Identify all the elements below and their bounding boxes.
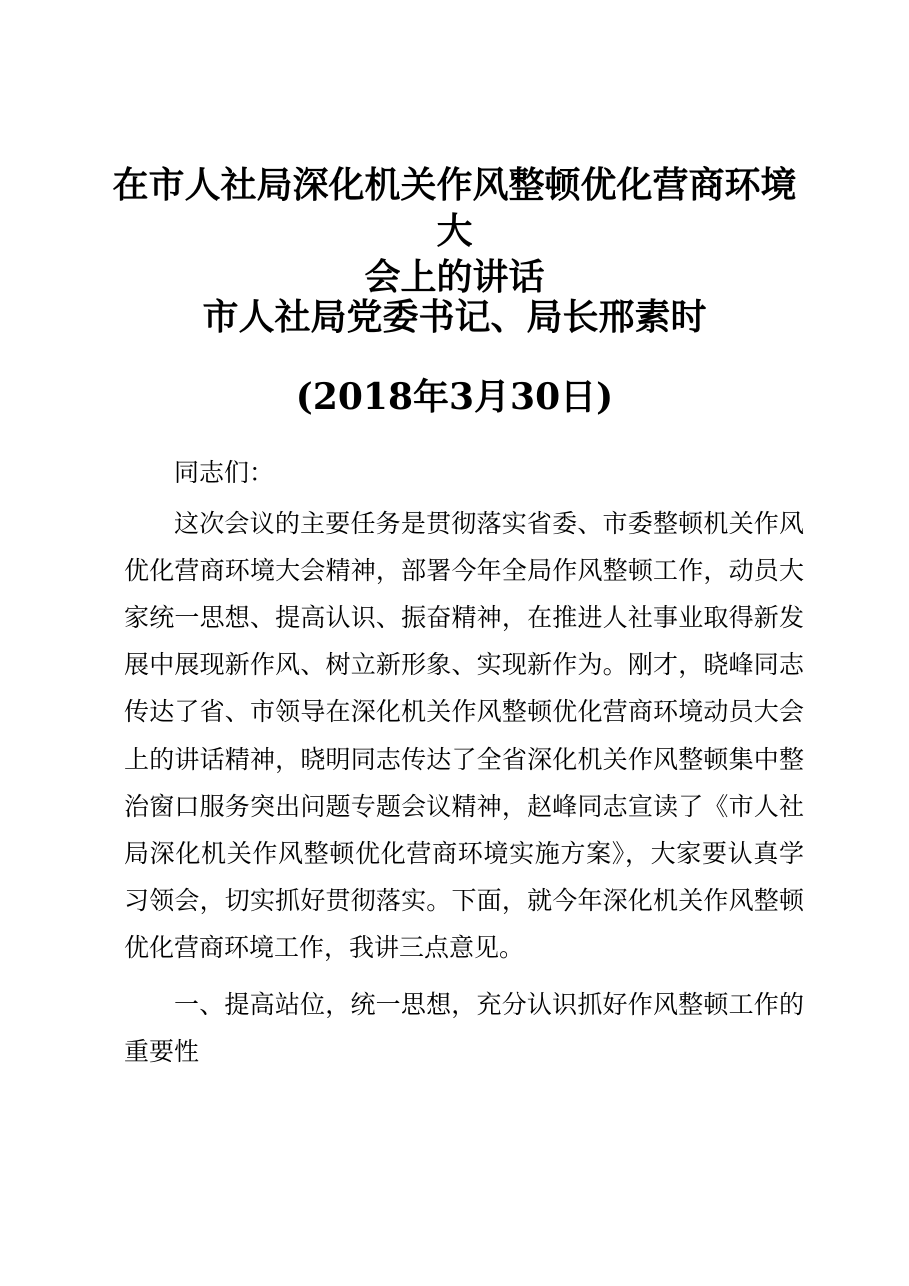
paragraph-line: 上的讲话精神，晓明同志传达了全省深化机关作风整顿集中整 xyxy=(124,745,804,774)
document-title xyxy=(100,162,809,300)
speech-date: (2018年3月30日) xyxy=(295,376,614,418)
paragraph-line: 传达了省、市领导在深化机关作风整顿优化营商环境动员大会 xyxy=(124,697,804,726)
title-line-2: 会上的讲话 xyxy=(364,256,545,298)
section-heading-line: 一、提高站位，统一思想，充分认识抓好作风整顿工作的 xyxy=(174,990,804,1019)
paragraph-line: 优化营商环境工作，我讲三点意见。 xyxy=(124,933,525,962)
salutation: 同志们： xyxy=(174,458,275,487)
paragraph-line: 展中展现新作风、树立新形象、实现新作为。刚才，晓峰同志 xyxy=(124,650,804,679)
title-line-1: 在市人社局深化机关作风整顿优化营商环境大 xyxy=(112,164,797,252)
speaker-line: 市人社局党委书记、局长邢素时 xyxy=(202,296,707,338)
paragraph-line: 家统一思想、提高认识、振奋精神，在推进人社事业取得新发 xyxy=(124,603,804,632)
paragraph-line: 治窗口服务突出问题专题会议精神，赵峰同志宣读了《市人社 xyxy=(124,792,804,821)
section-heading-line: 重要性 xyxy=(124,1037,200,1066)
paragraph-line: 这次会议的主要任务是贯彻落实省委、市委整顿机关作风 xyxy=(174,509,804,538)
paragraph-line: 局深化机关作风整顿优化营商环境实施方案》，大家要认真学 xyxy=(124,839,804,868)
paragraph-line: 习领会，切实抓好贯彻落实。下面，就今年深化机关作风整顿 xyxy=(124,886,804,915)
paragraph-line: 优化营商环境大会精神，部署今年全局作风整顿工作，动员大 xyxy=(124,556,804,585)
